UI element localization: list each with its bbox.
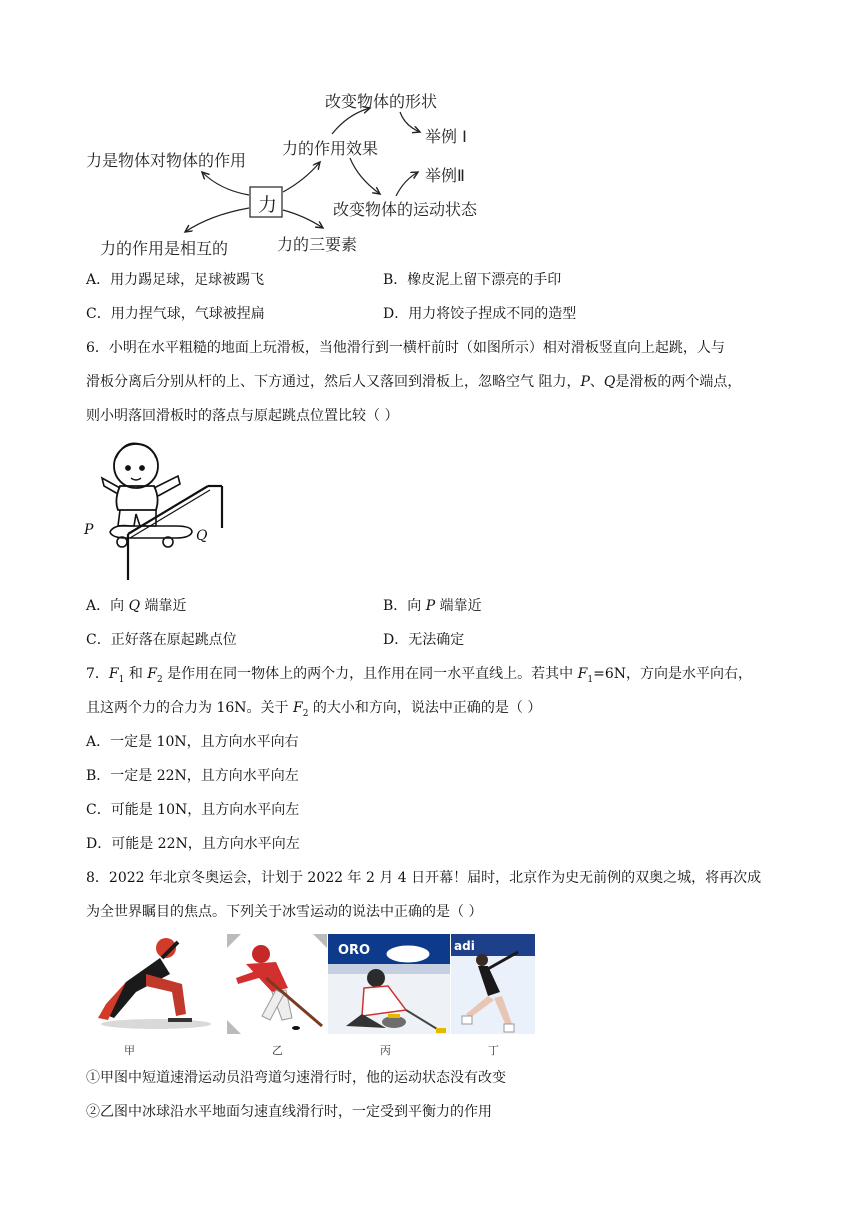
option-letter: D． bbox=[383, 306, 409, 322]
option-letter: B． bbox=[383, 272, 408, 288]
option-letter: D． bbox=[383, 632, 409, 648]
arrow-to-left-bottom bbox=[185, 208, 249, 232]
q6-text: 滑板分离后分别从杆的上、下方通过，然后人又落回到滑板上，忽略空气 阻力， bbox=[86, 374, 581, 390]
photo-caption-ding: 丁 bbox=[488, 1044, 499, 1057]
option-var: P bbox=[425, 598, 436, 614]
q6-stem-line-3: 则小明落回滑板时的落点与原起跳点位置比较（ ） bbox=[86, 408, 399, 424]
option-text: 一定是 22N，且方向水平向左 bbox=[110, 768, 299, 784]
option-text: 无法确定 bbox=[408, 632, 465, 648]
photo-hockey-player bbox=[227, 934, 327, 1034]
q7-var-f: F bbox=[577, 666, 588, 682]
q7-var-f: F bbox=[108, 666, 119, 682]
option-text: 一定是 10N，且方向水平向右 bbox=[110, 734, 299, 750]
skateboard-figure bbox=[80, 430, 240, 590]
option-var: Q bbox=[128, 598, 141, 614]
q6-stem-line-2 bbox=[86, 372, 741, 392]
svg-text:adi: adi bbox=[454, 939, 475, 953]
q6-option-a[interactable] bbox=[86, 596, 187, 616]
q7-text: =6N，方向是水平向右， bbox=[593, 666, 752, 682]
q7-var-f: F bbox=[147, 666, 157, 682]
diagram-label-three-elements: 力的三要素 bbox=[277, 235, 358, 254]
diagram-label-effect: 力的作用效果 bbox=[282, 139, 379, 158]
q5-option-b[interactable] bbox=[383, 270, 561, 290]
option-text: 用力踢足球，足球被踢飞 bbox=[110, 272, 265, 288]
photo-caption-bing: 丙 bbox=[380, 1044, 391, 1057]
q8-stem-line-1: 8．2022 年北京冬奥运会，计划于 2022 年 2 月 4 日开幕！届时，北京作为史无前例的双奥之城，将再次成 bbox=[86, 870, 762, 886]
skateboard-deck bbox=[110, 526, 192, 538]
q7-text: 是作用在同一物体上的两个力，且作用在同一水平直线上。若其中 bbox=[162, 666, 578, 682]
option-text: 橡皮泥上留下漂亮的手印 bbox=[407, 272, 562, 288]
q8-statement-2: ②乙图中冰球沿水平地面匀速直线滑行时，一定受到平衡力的作用 bbox=[86, 1104, 492, 1120]
option-letter: C． bbox=[86, 802, 111, 818]
q7-option-a[interactable] bbox=[86, 732, 299, 752]
q7-option-c[interactable] bbox=[86, 800, 299, 820]
q8-statement-1: ①甲图中短道速滑运动员沿弯道匀速滑行时，他的运动状态没有改变 bbox=[86, 1070, 506, 1086]
option-text: 可能是 22N，且方向水平向左 bbox=[111, 836, 300, 852]
arrow-to-motion bbox=[350, 158, 380, 194]
q7-number: 7． bbox=[86, 666, 109, 682]
q6-stem-line-1: 6．小明在水平粗糙的地面上玩滑板，当他滑行到一横杆前时（如图所示）相对滑板竖直向上起跳，人与 bbox=[86, 340, 725, 356]
diagram-label-shape: 改变物体的形状 bbox=[325, 92, 438, 111]
q8-stem-line-2: 为全世界瞩目的焦点。下列关于冰雪运动的说法中正确的是（ ） bbox=[86, 904, 483, 920]
option-letter: C． bbox=[86, 632, 111, 648]
photo-curling bbox=[328, 934, 450, 1034]
q6-var-q: Q bbox=[603, 374, 616, 390]
option-letter: C． bbox=[86, 306, 111, 322]
arrow-to-left-top bbox=[202, 172, 249, 195]
svg-text:ORO: ORO bbox=[338, 943, 371, 958]
q6-var-p: P bbox=[580, 374, 590, 390]
q6-text: 是滑板的两个端点， bbox=[615, 374, 742, 390]
photo-caption-yi: 乙 bbox=[272, 1044, 283, 1057]
q7-sub: 2 bbox=[157, 674, 163, 685]
q7-text: 且这两个力的合力为 16N。关于 bbox=[86, 700, 293, 716]
q5-option-a[interactable] bbox=[86, 270, 264, 290]
q7-sub: 1 bbox=[118, 674, 125, 685]
option-text: 端靠近 bbox=[140, 598, 187, 614]
photo-caption-jia: 甲 bbox=[124, 1044, 135, 1057]
diagram-label-interaction: 力是物体对物体的作用 bbox=[86, 151, 247, 170]
q7-var-f: F bbox=[292, 700, 303, 716]
diagram-label-motion: 改变物体的运动状态 bbox=[333, 200, 478, 219]
photo-figure-skater bbox=[451, 934, 535, 1034]
option-letter: B． bbox=[383, 598, 408, 614]
q7-sub: 2 bbox=[302, 708, 309, 719]
q7-stem-line-2 bbox=[86, 698, 541, 724]
q7-sub: 1 bbox=[587, 674, 594, 685]
q6-option-c[interactable] bbox=[86, 630, 237, 650]
arrow-to-example-2 bbox=[396, 172, 418, 196]
option-text: 正好落在原起跳点位 bbox=[110, 632, 237, 648]
option-letter: A． bbox=[86, 272, 111, 288]
q6-separator: 、 bbox=[589, 374, 604, 390]
force-center-label: 力 bbox=[258, 194, 278, 216]
option-letter: A． bbox=[86, 598, 111, 614]
option-text: 向 bbox=[407, 598, 426, 614]
arrow-to-three-elements bbox=[283, 210, 323, 228]
q7-stem-line-1 bbox=[86, 664, 752, 690]
diagram-label-example-2: 举例Ⅱ bbox=[425, 166, 465, 185]
figure-label-p: P bbox=[84, 522, 94, 538]
diagram-label-mutual: 力的作用是相互的 bbox=[100, 239, 229, 258]
option-text: 端靠近 bbox=[435, 598, 482, 614]
option-text: 可能是 10N，且方向水平向左 bbox=[110, 802, 300, 818]
q7-text: 的大小和方向，说法中正确的是（ ） bbox=[308, 700, 542, 716]
q5-option-c[interactable] bbox=[86, 304, 265, 324]
arrow-to-effect bbox=[283, 162, 320, 192]
option-letter: D． bbox=[86, 836, 112, 852]
arrow-to-example-1 bbox=[400, 112, 420, 132]
diagram-label-example-1: 举例 I bbox=[425, 127, 467, 146]
q5-option-d[interactable] bbox=[383, 304, 576, 324]
boy-body bbox=[116, 486, 157, 510]
photo-speed-skater bbox=[86, 934, 226, 1034]
option-text: 向 bbox=[110, 598, 129, 614]
q7-text: 和 bbox=[124, 666, 148, 682]
option-text: 用力将饺子捏成不同的造型 bbox=[408, 306, 577, 322]
q7-option-d[interactable] bbox=[86, 834, 300, 854]
option-text: 用力捏气球，气球被捏扁 bbox=[110, 306, 265, 322]
figure-label-q: Q bbox=[196, 528, 208, 544]
option-letter: B． bbox=[86, 768, 111, 784]
q7-option-b[interactable] bbox=[86, 766, 299, 786]
q6-option-d[interactable] bbox=[383, 630, 464, 650]
q6-option-b[interactable] bbox=[383, 596, 482, 616]
winter-sports-photos bbox=[86, 934, 536, 1034]
option-letter: A． bbox=[86, 734, 111, 750]
